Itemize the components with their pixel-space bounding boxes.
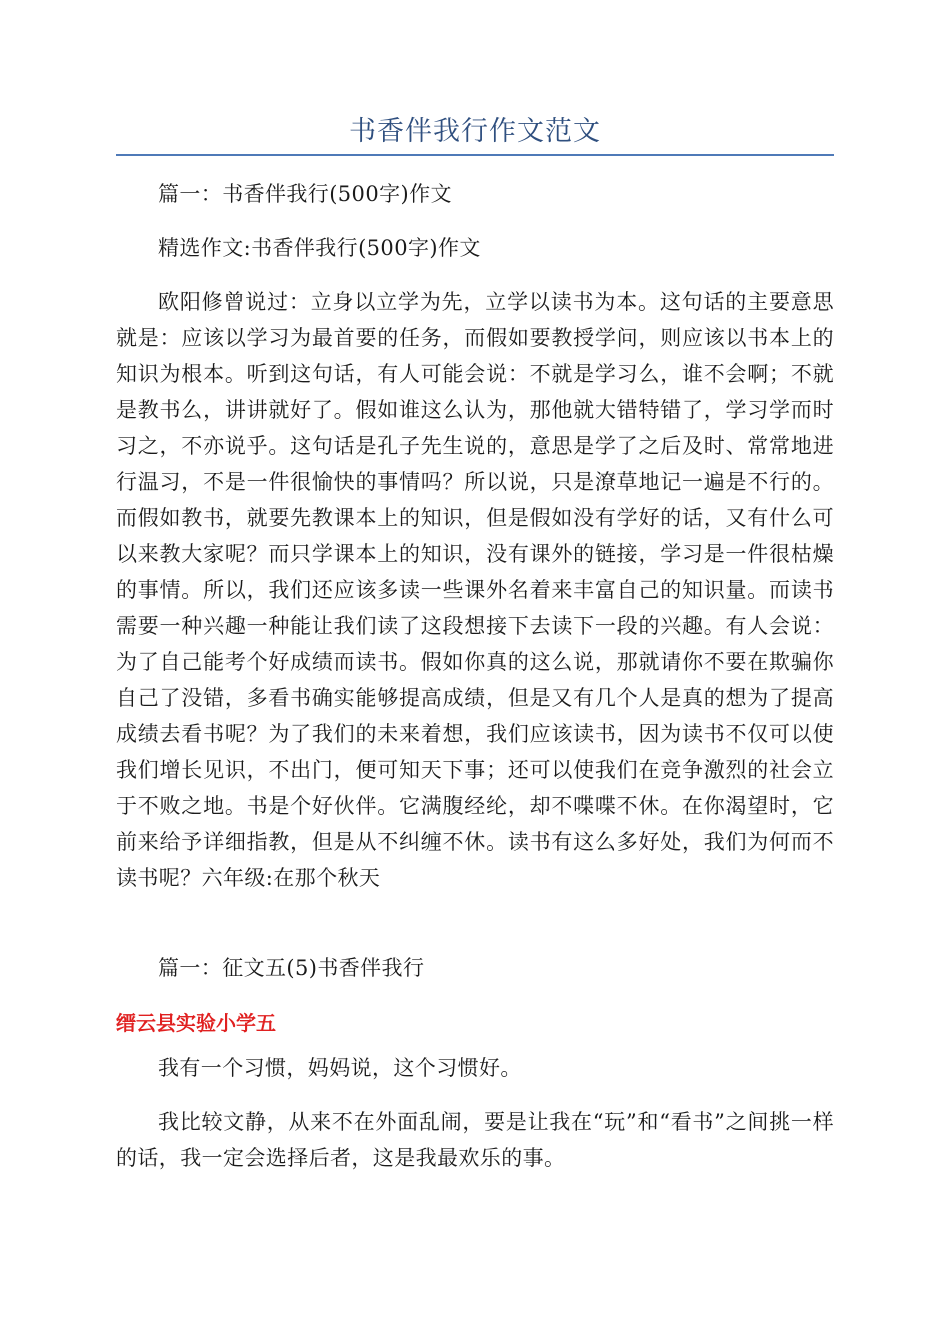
section-heading-2: 篇一：征文五(5)书香伴我行 [158,956,425,980]
body-paragraph-reading: 我比较文静，从来不在外面乱闹，要是让我在“玩”和“看书”之间挑一样的话，我一定会选择后者，这是我最欢乐的事。 [116,1110,834,1170]
school-heading: 缙云县实验小学五 [116,1011,276,1035]
section-subheading: 精选作文:书香伴我行(500字)作文 [158,236,481,260]
body-paragraph-habit: 我有一个习惯，妈妈说，这个习惯好。 [158,1056,522,1080]
section-heading-1: 篇一：书香伴我行(500字)作文 [158,182,452,206]
document-title: 书香伴我行作文范文 [349,116,601,147]
title-underline-divider [116,154,834,156]
essay-body-paragraph: 欧阳修曾说过：立身以立学为先，立学以读书为本。这句话的主要意思就是：应该以学习为最首要的任务，而假如要教授学问，则应该以书本上的知识为根本。听到这句话，有人可能会说：不就是学习么，谁不会啊；不就是教书么，讲讲就好了。假如谁这么认为，那他就大错特错了，学习学而时习之，不亦说乎。这句话是孔子先生说的，意思是学了之后及时、常常地进行温习，不是一件很愉快的事情吗？所以说，只是潦草地记一遍是不行的。而假如教书，就要先教课本上的知识，但是假如没有学好的话，又有什么可以来教大家呢？而只学课本上的知识，没有课外的链接，学习是一件很枯燥的事情。所以，我们还应该多读一些课外名着来丰富自己的知识量。而读书需要一种兴趣一种能让我们读了这段想接下去读下一段的兴趣。有人会说：为了自己能考个好成绩而读书。假如你真的这么说，那就请你不要在欺骗你自己了没错，多看书确实能够提高成绩，但是又有几个人是真的想为了提高成绩去看书呢？为了我们的未来着想，我们应该读书，因为读书不仅可以使我们增长见识，不出门，便可知天下事；还可以使我们在竞争激烈的社会立于不败之地。书是个好伙伴。它满腹经纶，却不喋喋不休。在你渴望时，它前来给予详细指教，但是从不纠缠不休。读书有这么多好处，我们为何而不读书呢？六年级:在那个秋天 [116,290,834,890]
